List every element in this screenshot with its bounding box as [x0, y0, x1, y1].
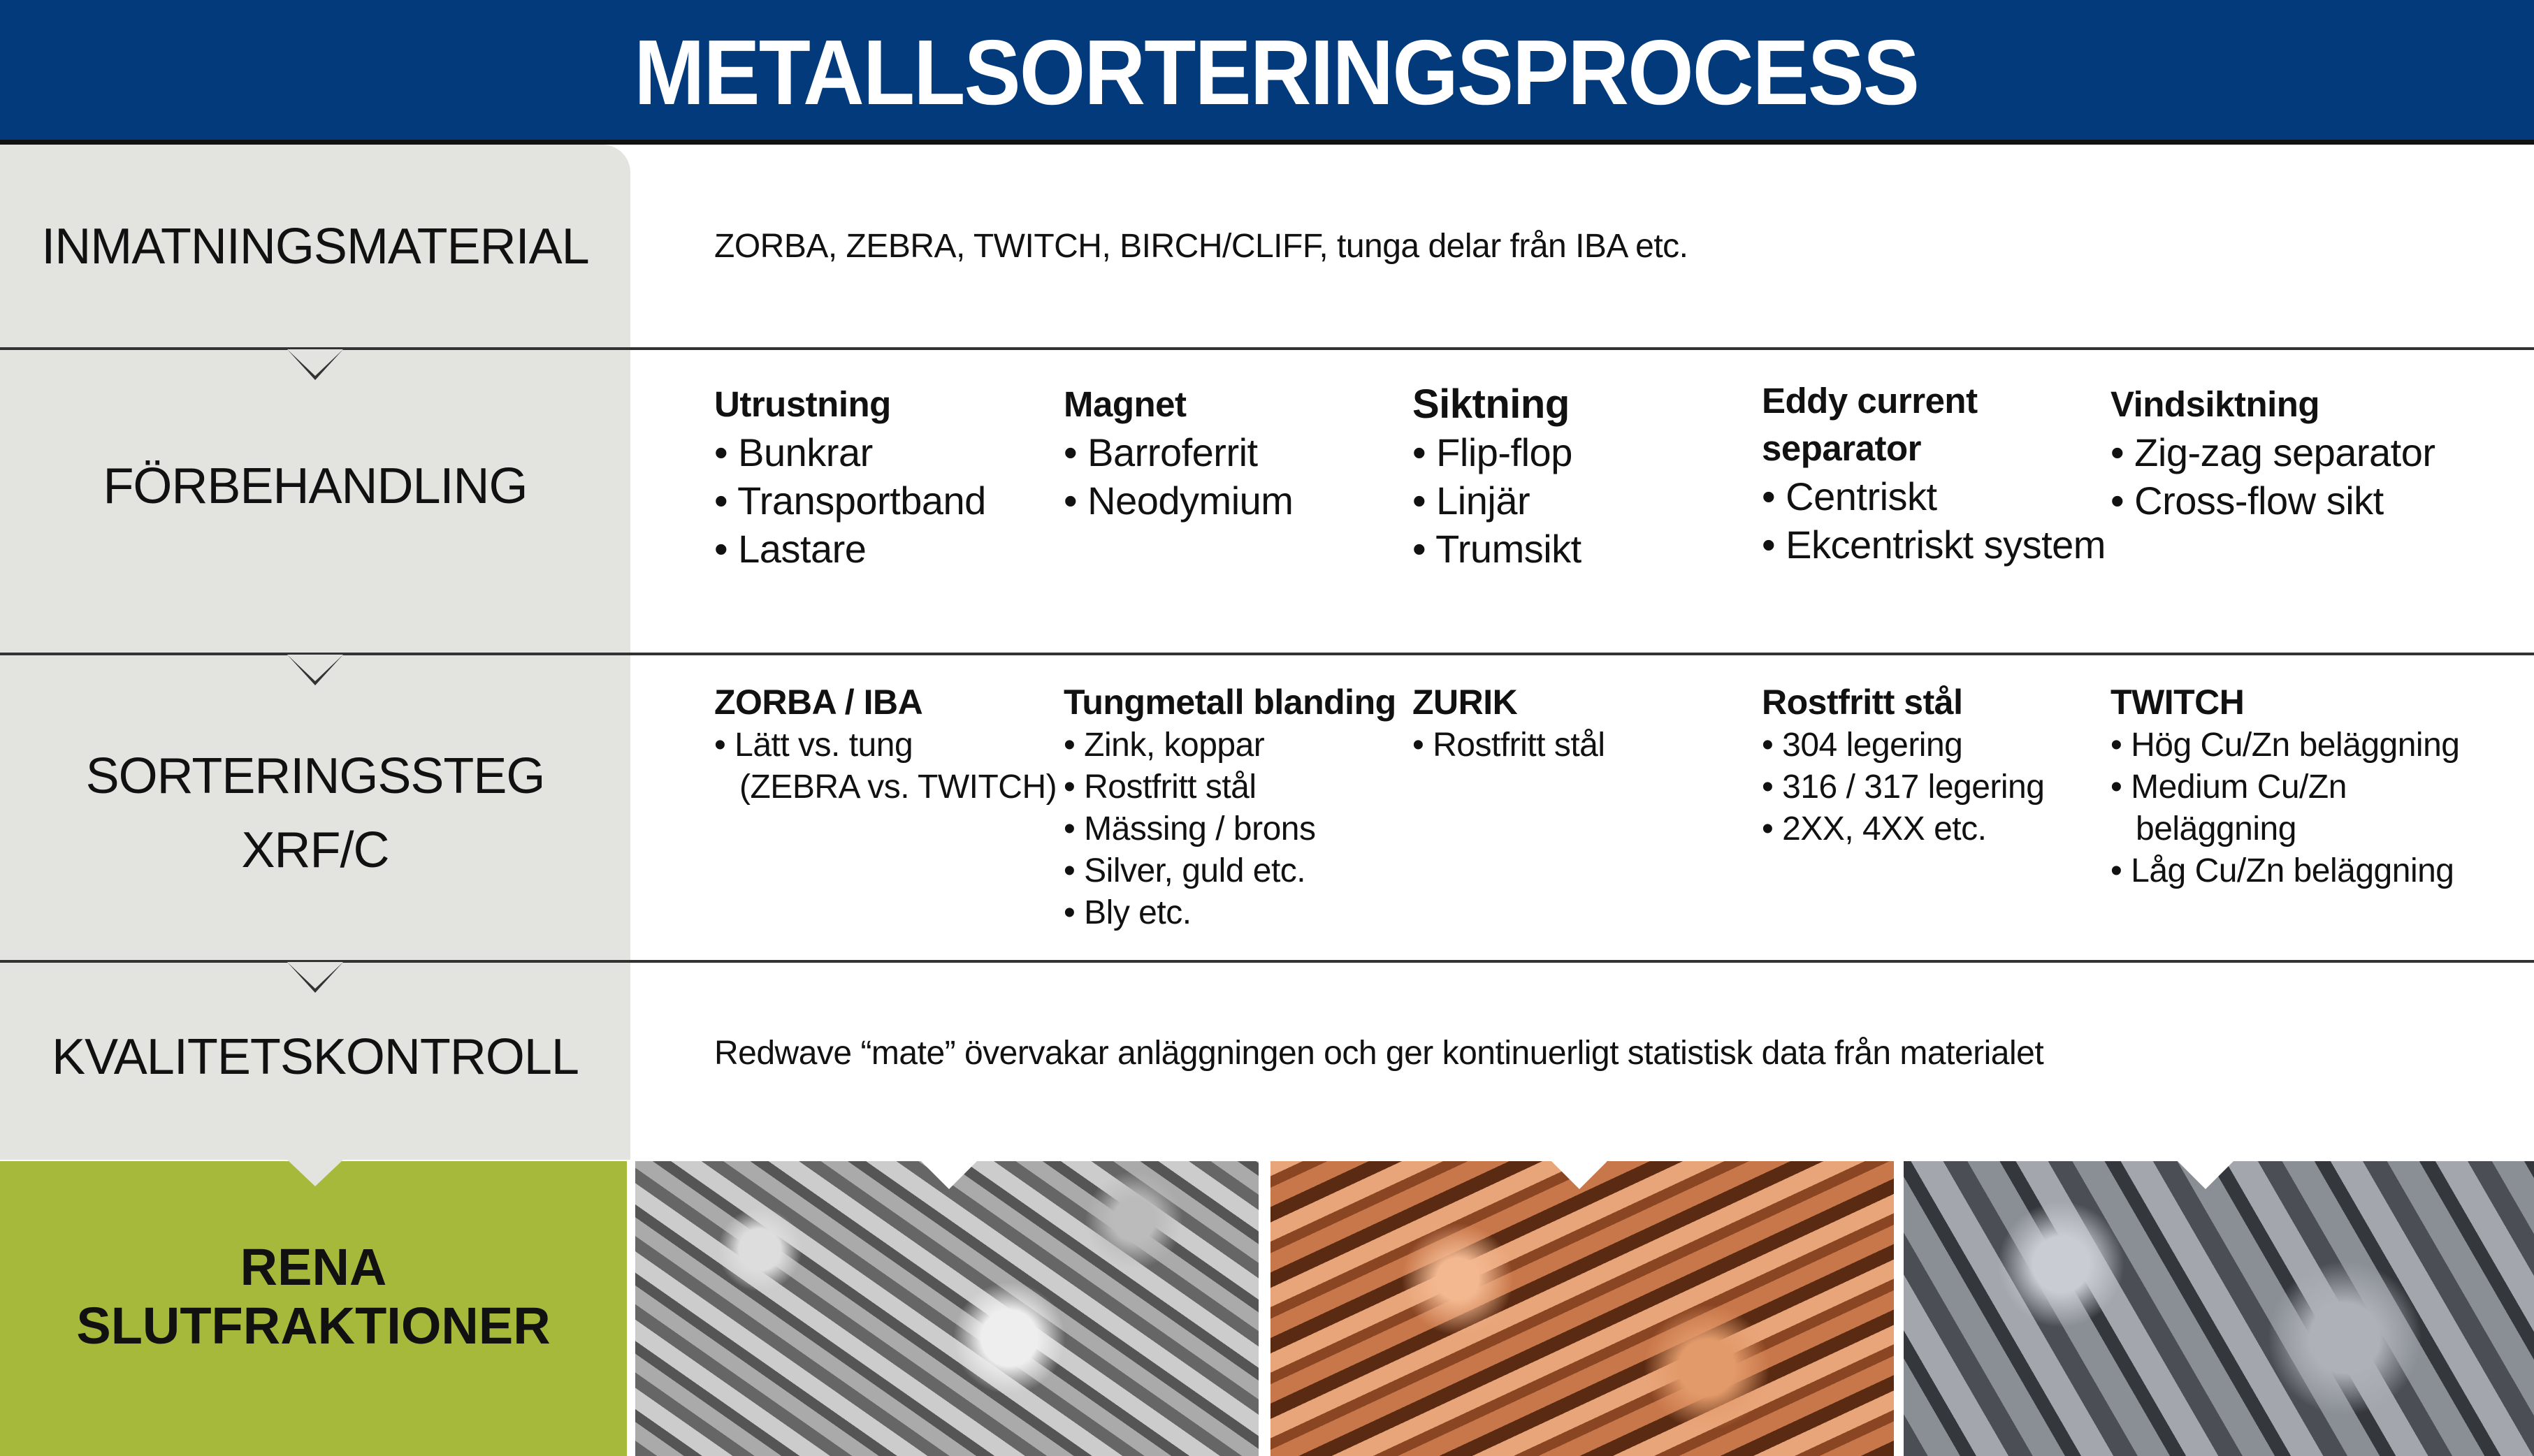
stage-label-line: SORTERINGSSTEG [85, 748, 545, 804]
list-item: (ZEBRA vs. TWITCH) [739, 769, 1057, 806]
list-item: • Bunkrar [714, 430, 873, 474]
list-item: • Barroferrit [1064, 430, 1258, 474]
column-equipment [714, 381, 1064, 573]
list-item: • Hög Cu/Zn beläggning [2111, 727, 2460, 764]
list-item: • 2XX, 4XX etc. [1762, 810, 1987, 847]
column-magnet [1064, 381, 1413, 525]
arrow-down-icon [287, 1160, 343, 1186]
column-stainless [1762, 680, 2111, 850]
list-item: • Flip-flop [1412, 430, 1572, 474]
row-divider [0, 347, 2534, 350]
stage-label-quality: KVALITETSKONTROLL [52, 1029, 579, 1085]
column-eddy-current [1762, 377, 2111, 569]
stage-label-input: INMATNINGSMATERIAL [41, 219, 589, 275]
list-item: • Linjär [1412, 479, 1530, 523]
list-item: • 316 / 317 legering [1762, 769, 2045, 806]
column-heavy-metal-mix [1064, 680, 1413, 934]
list-item: • Neodymium [1064, 479, 1294, 523]
list-item: • Medium Cu/Zn [2111, 769, 2347, 806]
column-heading: Eddy current [1762, 381, 1978, 421]
column-heading: Magnet [1064, 384, 1187, 424]
photo-stainless-scrap [1904, 1161, 2534, 1456]
list-item: beläggning [2136, 810, 2296, 847]
header-divider [0, 140, 2534, 145]
list-item: • Rostfritt stål [1412, 727, 1605, 764]
list-item: • Rostfritt stål [1064, 769, 1257, 806]
column-heading: TWITCH [2111, 683, 2245, 722]
quality-control-text: Redwave “mate” övervakar anläggningen och ger kontinuerligt statistisk data från materialet [714, 1035, 2044, 1072]
column-twitch [2111, 680, 2460, 892]
list-item: • Transportband [714, 479, 986, 523]
row-divider [0, 960, 2534, 963]
list-item: • Låg Cu/Zn beläggning [2111, 852, 2454, 889]
arrow-down-icon [287, 349, 343, 376]
list-item: • Zink, koppar [1064, 727, 1265, 764]
column-air-classification [2111, 381, 2460, 525]
arrow-down-icon [1550, 1160, 1609, 1189]
arrow-down-icon [287, 655, 343, 681]
arrow-down-icon [920, 1160, 978, 1189]
column-heading: ZURIK [1412, 683, 1518, 722]
photo-copper-scrap [1270, 1161, 1894, 1456]
photo-aluminium-scrap [635, 1161, 1259, 1456]
list-item: • Lastare [714, 527, 867, 571]
column-heading: Vindsiktning [2111, 384, 2320, 424]
row-divider [0, 653, 2534, 655]
input-material-text: ZORBA, ZEBRA, TWITCH, BIRCH/CLIFF, tunga delar från IBA etc. [714, 228, 1688, 265]
column-heading: Utrustning [714, 384, 891, 424]
list-item: • Ekcentriskt system [1762, 523, 2106, 567]
list-item: • Bly etc. [1064, 894, 1192, 931]
column-heading: Tungmetall blanding [1064, 683, 1396, 722]
column-heading: Rostfritt stål [1762, 683, 1963, 722]
column-zorba-iba [714, 680, 1064, 808]
list-item: • Centriskt [1762, 474, 1937, 518]
final-fractions-label [0, 1238, 627, 1355]
list-item: • Trumsikt [1412, 527, 1581, 571]
list-item: • Zig-zag separator [2111, 430, 2435, 474]
stage-label-line: XRF/C [241, 822, 389, 878]
list-item: • Silver, guld etc. [1064, 852, 1306, 889]
list-item: • Mässing / brons [1064, 810, 1316, 847]
arrow-down-icon [287, 962, 343, 989]
final-label-line: RENA [240, 1238, 387, 1296]
column-heading: ZORBA / IBA [714, 683, 923, 722]
column-zurik [1412, 680, 1762, 766]
final-label-line: SLUTFRAKTIONER [76, 1297, 551, 1355]
stage-label-sorting [0, 739, 630, 887]
list-item: • 304 legering [1762, 727, 1963, 764]
column-screening [1412, 381, 1762, 573]
list-item: • Lätt vs. tung [714, 727, 913, 764]
page-title: METALLSORTERINGSPROCESS [634, 21, 1919, 124]
column-heading: separator [1762, 428, 1921, 468]
header-banner [0, 0, 2534, 143]
stage-label-pretreatment: FÖRBEHANDLING [103, 458, 528, 514]
list-item: • Cross-flow sikt [2111, 479, 2384, 523]
column-heading: Siktning [1412, 381, 1570, 427]
arrow-down-icon [2176, 1160, 2235, 1189]
